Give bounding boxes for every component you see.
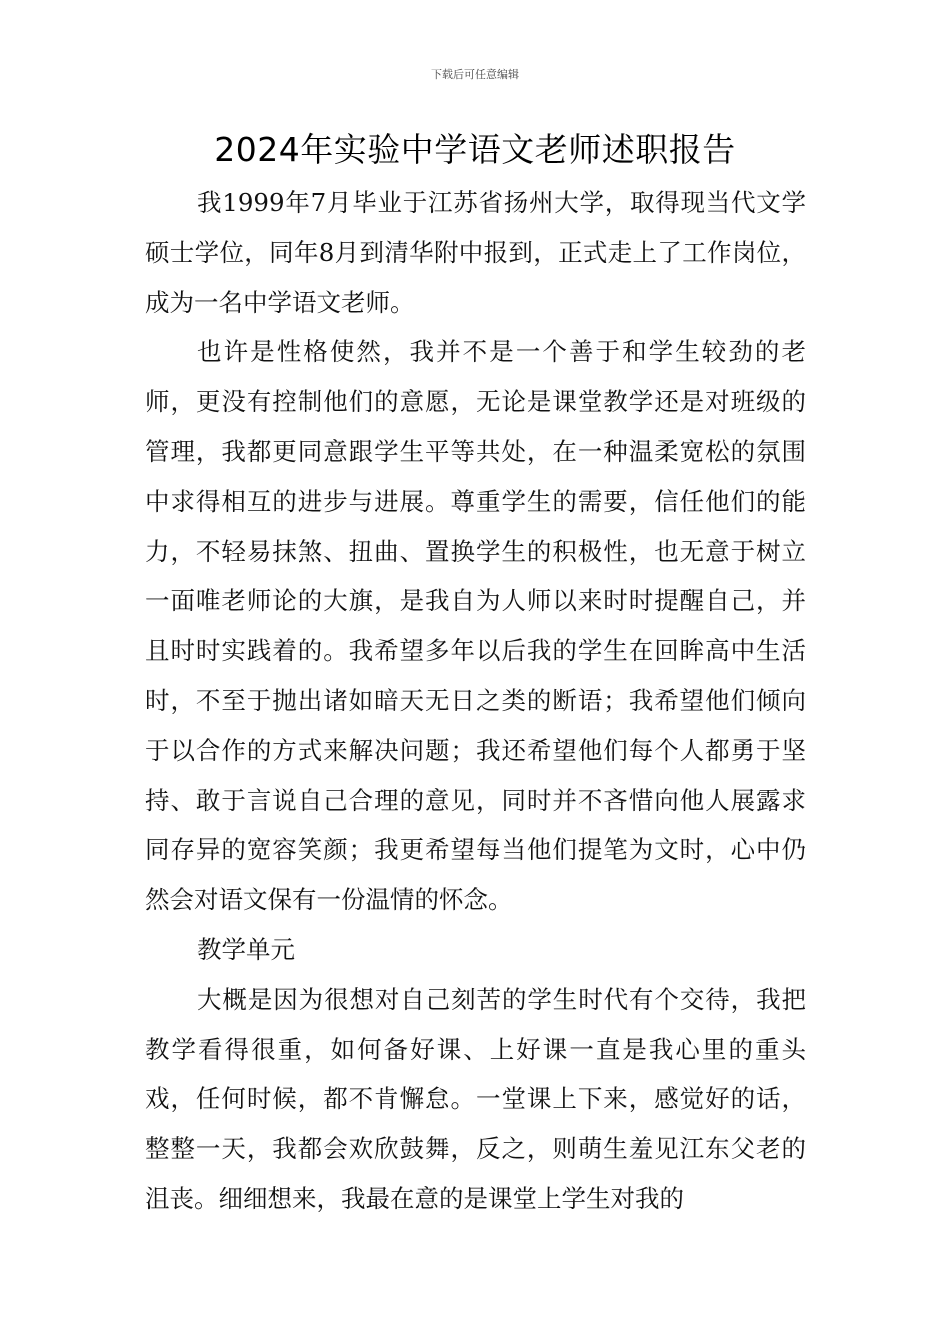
document-body — [145, 178, 806, 1224]
section-heading-teaching-unit: 教学单元 — [197, 934, 295, 964]
paragraph-intro: 我1999年7月毕业于江苏省扬州大学，取得现当代文学硕士学位，同年8月到清华附中报到，正式走上了工作岗位，成为一名中学语文老师。 — [145, 188, 806, 317]
header-note: 下载后可任意编辑 — [431, 68, 519, 81]
paragraph-teaching: 大概是因为很想对自己刻苦的学生时代有个交待，我把教学看得很重，如何备好课、上好课一直是我心里的重头戏，任何时候，都不肯懈怠。一堂课上下来，感觉好的话，整整一天，我都会欢欣鼓舞，反之，则萌生羞见江东父老的沮丧。细细想来，我最在意的是课堂上学生对我的 — [145, 984, 806, 1213]
document-title: 2024年实验中学语文老师述职报告 — [214, 130, 736, 169]
paragraph-teaching-philosophy: 也许是性格使然，我并不是一个善于和学生较劲的老师，更没有控制他们的意愿，无论是课堂教学还是对班级的管理，我都更同意跟学生平等共处，在一种温柔宽松的氛围中求得相互的进步与进展。尊重学生的需要，信任他们的能力，不轻易抹煞、扭曲、置换学生的积极性，也无意于树立一面唯老师论的大旗，是我自为人师以来时时提醒自己，并且时时实践着的。我希望多年以后我的学生在回眸高中生活时，不至于抛出诸如暗天无日之类的断语；我希望他们倾向于以合作的方式来解决问题；我还希望他们每个人都勇于坚持、敢于言说自己合理的意见，同时并不吝惜向他人展露求同存异的宽容笑颜；我更希望每当他们提笔为文时，心中仍然会对语文保有一份温情的怀念。 — [145, 337, 806, 915]
